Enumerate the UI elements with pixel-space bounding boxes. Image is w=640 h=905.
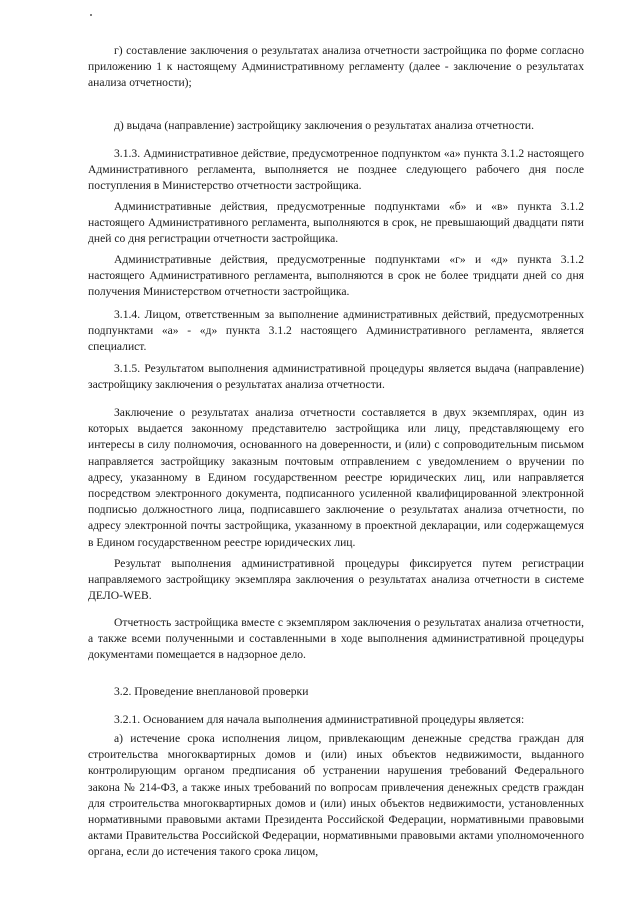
paragraph-3-1-4: 3.1.4. Лицом, ответственным за выполнение административных действий, предусмотренных подпунктами «а» - «д» пункта 3.1.2 настоящего Административного регламента, является специалист. — [88, 308, 584, 354]
paragraph-3-1-3: 3.1.3. Административное действие, предусмотренное подпунктом «а» пункта 3.1.2 настоящего Административного регламента, выполняется не позднее следующего рабочего дня после поступления в Министерство отчетности застройщика. — [88, 147, 584, 193]
paragraph-3-1-5: 3.1.5. Результатом выполнения административной процедуры является выдача (направление) застройщику заключения о результатах анализа отчетности. — [88, 362, 584, 392]
paragraph-a: а) истечение срока исполнения лицом, привлекающим денежные средства граждан для строительства многоквартирных домов и (или) иных объектов недвижимости, выданного контролирующим органом предписания об устранении нарушения требований Федерального закона № 214-ФЗ, а также иных требований по вопросам привлечения денежных средств граждан для строительства многоквартирных домов и (или) иных объектов недвижимости, установленных нормативными правовыми актами Президента Российской Федерации, нормативными правовыми актами Правительства Российской Федерации, нормативными правовыми актами уполномоченного органа, если до истечения такого срока лицом, — [88, 732, 584, 859]
paragraph-conclusion: Заключение о результатах анализа отчетности составляется в двух экземплярах, один из которых выдается законному представителю застройщика или лицу, представляющему его интересы в силу полномочия, основанного на доверенности, и (или) с сопроводительным письмом направляется застройщику заказным почтовым отправлением с уведомлением о вручении по адресу, указанному в Едином государственном реестре юридических лиц, или направляется посредством электронного документа, подписанного усиленной квалифицированной электронной подписью должностного лица, подписавшего заключение о результатах анализа отчетности, по адресу электронной почты застройщика, указанному в проектной декларации, или содержащемуся в Едином государственном реестре юридических лиц. — [88, 406, 584, 549]
paragraph-actions-g-d: Административные действия, предусмотренные подпунктами «г» и «д» пункта 3.1.2 настоящего Административного регламента, выполняются в срок не более тридцати дней со дня получения Министерством отчетности застройщика. — [88, 253, 584, 299]
paragraph-result-registration: Результат выполнения административной процедуры фиксируется путем регистрации направляемого застройщику экземпляра заключения о результатах анализа отчетности в системе ДЕЛО-WEB. — [88, 557, 584, 603]
paragraph-actions-b-v: Административные действия, предусмотренные подпунктами «б» и «в» пункта 3.1.2 настоящего Административного регламента, выполняются в срок, не превышающий двадцати пяти дней со дня регистрации отчетности застройщика. — [88, 200, 584, 246]
scan-speck — [90, 14, 92, 16]
section-heading-3-2: 3.2. Проведение внеплановой проверки — [114, 685, 309, 698]
paragraph-d: д) выдача (направление) застройщику заключения о результатах анализа отчетности. — [114, 119, 535, 132]
paragraph-g: г) составление заключения о результатах анализа отчетности застройщика по форме согласно приложению 1 к настоящему Административному регламенту (далее - заключение о результатах анализа отчетности); — [88, 44, 584, 90]
paragraph-3-2-1: 3.2.1. Основанием для начала выполнения административной процедуры является: — [114, 713, 525, 726]
paragraph-reporting-file: Отчетность застройщика вместе с экземпляром заключения о результатах анализа отчетности, а также всеми полученными и составленными в ходе выполнения административной процедуры документами помещается в надзорное дело. — [88, 616, 584, 662]
